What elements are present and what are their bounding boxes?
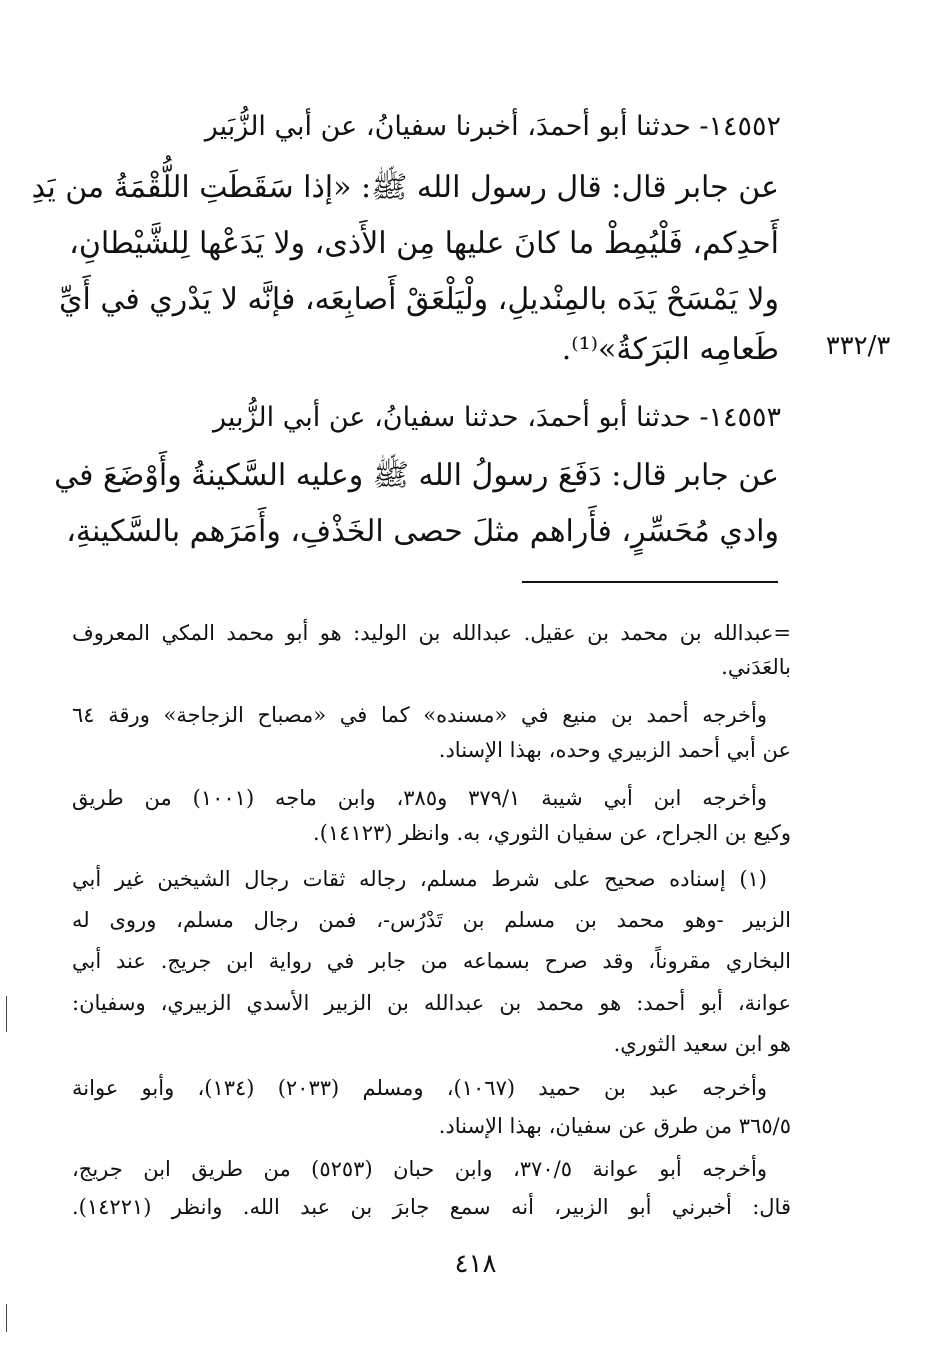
hadith-text-line: ولا يَمْسَحْ يَدَه بالمِنْديلِ، ولْيَلْعَقْ أَصابِعَه، فإنَّه لا يَدْري في أَيِّ <box>58 282 779 317</box>
footnote-line: ٣٦٥/٥ من طرق عن سفيان، بهذا الإسناد. <box>438 1114 791 1138</box>
footnote-line: =عبدالله بن محمد بن عقيل. عبدالله بن الوليد: هو أبو محمد المكي المعروف <box>72 621 791 645</box>
footnote-line: قال: أخبرني أبو الزبير، أنه سمع جابرَ بن عبد الله. وانظر (١٤٢٢١). <box>72 1195 791 1219</box>
footnote-line: وأخرجه عبد بن حميد (١٠٦٧)، ومسلم (٢٠٣٣) (١٣٤)، وأبو عوانة <box>72 1076 767 1100</box>
footnote-line: هو ابن سعيد الثوري. <box>613 1032 791 1056</box>
footnote-line: بالعَدَني. <box>721 655 791 679</box>
footnote-line: عن أبي أحمد الزبيري وحده، بهذا الإسناد. <box>438 738 791 762</box>
footnote-line: وكيع بن الجراح، عن سفيان الثوري، به. وانظر (١٤١٢٣). <box>313 821 791 845</box>
footnote-line: الزبير -وهو محمد بن مسلم بن تَدْرُس-، فمن رجال مسلم، وروى له <box>72 908 791 932</box>
page-number: ٤١٨ <box>454 1249 497 1279</box>
scan-edge-mark <box>6 996 7 1032</box>
footnote-line: (١) إسناده صحيح على شرط مسلم، رجاله ثقات رجال الشيخين غير أبي <box>72 867 767 891</box>
footnote-separator <box>522 581 778 583</box>
footnote-line: وأخرجه أحمد بن منيع في «مسنده» كما في «مصباح الزجاجة» ورقة ٦٤ <box>72 703 767 727</box>
footnote-line: البخاري مقروناً، وقد صرح بسماعه من جابر في رواية ابن جريج. عند أبي <box>72 949 791 973</box>
hadith-text-line: عن جابر قال: دَفَعَ رسولُ الله ﷺ وعليه السَّكينةُ وأَوْضَعَ في <box>54 458 779 493</box>
hadith-header-14553: ١٤٥٥٣- حدثنا أبو أحمدَ، حدثنا سفيانُ، عن أبي الزُّبير <box>212 402 781 433</box>
footnote-line: وأخرجه ابن أبي شيبة ٣٧٩/١ و٣٨٥، وابن ماجه (١٠٠١) من طريق <box>72 786 767 810</box>
hadith-text-line: عن جابر قال: قال رسول الله ﷺ: «إذا سَقَطَتِ اللُّقْمَةُ من يَدِ <box>31 170 779 205</box>
hadith-text-line: وادي مُحَسِّرٍ، فأَراهم مثلَ حصى الخَذْفِ، وأَمَرَهم بالسَّكينةِ، <box>66 514 779 549</box>
footnote-line: وأخرجه أبو عوانة ٣٧٠/٥، وابن حبان (٥٢٥٣) من طريق ابن جريج، <box>72 1157 767 1181</box>
hadith-header-14552: ١٤٥٥٢- حدثنا أبو أحمدَ، أخبرنا سفيانُ، عن أبي الزُّبَير <box>204 111 781 142</box>
scan-edge-mark <box>6 1304 7 1332</box>
margin-volume-page-reference: ٣٣٢/٣ <box>825 331 891 361</box>
hadith-text-line: طَعامِه البَرَكةُ»⁽¹⁾. <box>561 332 779 367</box>
footnote-line: عوانة، أبو أحمد: هو محمد بن عبدالله بن الزبير الأسدي الزبيري، وسفيان: <box>72 991 791 1015</box>
hadith-text-line: أَحدِكم، فَلْيُمِطْ ما كانَ عليها مِن الأَذى، ولا يَدَعْها لِلشَّيْطانِ، <box>69 226 779 261</box>
